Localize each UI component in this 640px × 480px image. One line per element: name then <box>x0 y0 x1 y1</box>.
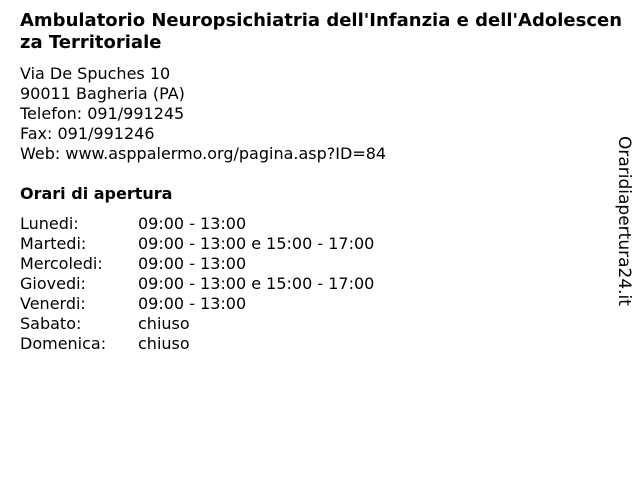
hours-value: 09:00 - 13:00 e 15:00 - 17:00 <box>138 234 375 253</box>
day-label: Martedi: <box>20 234 87 253</box>
hours-value: chiuso <box>138 314 190 333</box>
day-label: Venerdi: <box>20 294 86 313</box>
city: 90011 Bagheria (PA) <box>20 84 185 103</box>
hours-value: 09:00 - 13:00 <box>138 254 247 273</box>
day-label: Domenica: <box>20 334 107 353</box>
hours-row-monday <box>20 214 374 234</box>
day-label: Lunedi: <box>20 214 79 233</box>
website: Web: www.asppalermo.org/pagina.asp?ID=84 <box>20 144 387 163</box>
hours-value: 09:00 - 13:00 <box>138 214 247 233</box>
site-watermark: Oraridiapertura24.it <box>614 136 634 306</box>
hours-row-saturday <box>20 314 374 334</box>
hours-row-friday <box>20 294 374 314</box>
opening-hours-heading: Orari di apertura <box>20 184 173 203</box>
hours-row-tuesday <box>20 234 374 254</box>
fax-number: Fax: 091/991246 <box>20 124 155 143</box>
day-label: Giovedi: <box>20 274 86 293</box>
street-address: Via De Spuches 10 <box>20 64 171 83</box>
hours-value: 09:00 - 13:00 e 15:00 - 17:00 <box>138 274 375 293</box>
day-label: Sabato: <box>20 314 82 333</box>
hours-row-wednesday <box>20 254 374 274</box>
hours-value: 09:00 - 13:00 <box>138 294 247 313</box>
opening-hours-table <box>20 214 374 354</box>
address-block <box>20 64 386 164</box>
page-title: Ambulatorio Neuropsichiatria dell'Infanzia e dell'Adolescenza Territoriale <box>20 10 623 53</box>
day-label: Mercoledi: <box>20 254 103 273</box>
phone-number: Telefon: 091/991245 <box>20 104 185 123</box>
hours-row-thursday <box>20 274 374 294</box>
hours-row-sunday <box>20 334 374 354</box>
hours-value: chiuso <box>138 334 190 353</box>
